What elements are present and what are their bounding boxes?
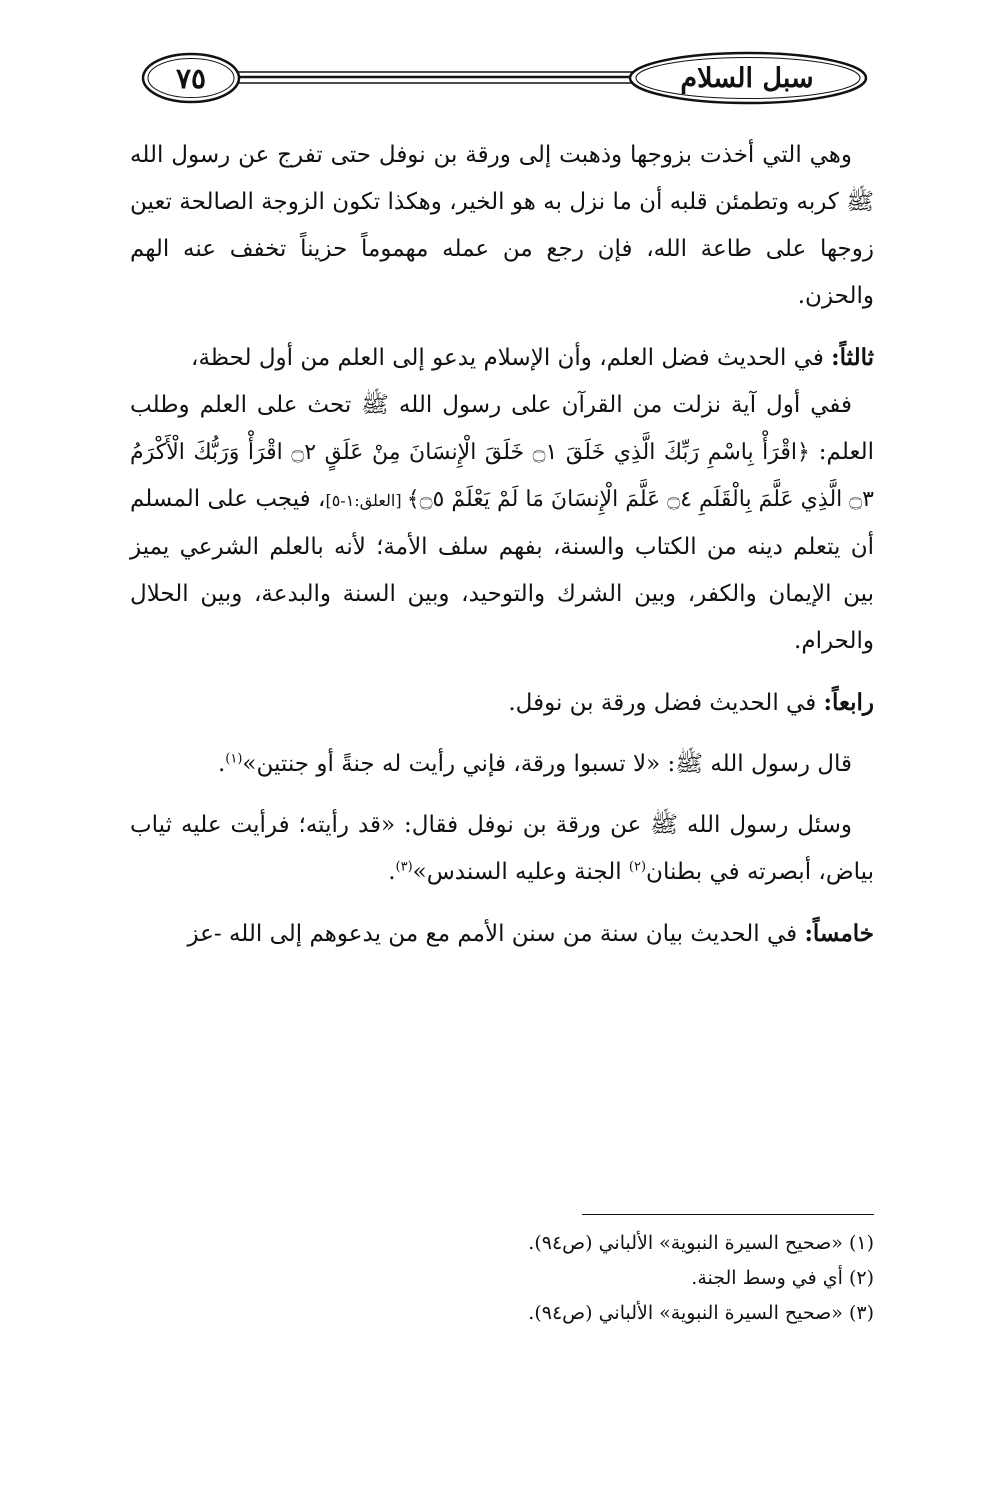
quran-intro-text: ففي أول آية نزلت من القرآن على رسول الله ﷺ تحث على العلم وطلب العلم: (130, 392, 874, 465)
footnote-ref-3: (٣) (395, 859, 413, 875)
point-5-heading: خامساً: (804, 920, 874, 947)
hadith-1-text: قال رسول الله ﷺ: «لا تسبوا ورقة، فإني رأيت له جنةً أو جنتين» (242, 751, 852, 777)
page-header (128, 46, 876, 110)
point-3-text: في الحديث فضل العلم، وأن الإسلام يدعو إلى العلم من أول لحظة، (191, 345, 832, 371)
footnotes (130, 1226, 874, 1331)
paragraph-point-3 (130, 334, 874, 382)
paragraph-point-5 (130, 910, 874, 958)
footnote-ref-2: (٢) (628, 859, 647, 875)
hadith-2-text-cont: الجنة وعليه السندس» (412, 859, 629, 885)
quran-citation: [العلق:١-٥] (325, 491, 407, 510)
footnote-2: (٢) أي في وسط الجنة. (691, 1267, 874, 1289)
paragraph-1: وهي التي أخذت بزوجها وذهبت إلى ورقة بن نوفل حتى تفرج عن رسول الله ﷺ كربه وتطمئن قلبه أن ما نزل به هو الخير، وهكذا تكون الزوجة الصالحة تعين زوجها على طاعة الله، فإن رجع من عمله مهموماً حزيناً تخفف عنه الهم والحزن. (130, 142, 874, 309)
paragraph-hadith-1: قال رسول الله ﷺ: «لا تسبوا ورقة، فإني رأيت له جنةً أو جنتين»$^{(١)}$. (217, 751, 852, 777)
footnote-3: (٣) «صحيح السيرة النبوية» الألباني (ص٩٤). (528, 1302, 874, 1324)
footnote-1: (١) «صحيح السيرة النبوية» الألباني (ص٩٤). (528, 1232, 874, 1254)
page-body (130, 132, 874, 958)
page-number: ٧٥ (175, 61, 207, 95)
quran-followup-text: ، فيجب على المسلم أن يتعلم دينه من الكتاب والسنة، بفهم سلف الأمة؛ لأنه بالعلم الشرعي يميز بين الإيمان والكفر، وبين الشرك والتوحيد، وبين السنة والبدعة، وبين الحلال والحرام. (130, 486, 874, 654)
point-4-heading: رابعاً: (823, 689, 874, 716)
hadith-2-text: وسئل رسول الله ﷺ عن ورقة بن نوفل فقال: «قد رأيته؛ فرأيت عليه ثياب بياض، أبصرته في بطنان (130, 812, 874, 885)
paragraph-point-4 (130, 679, 874, 727)
footnote-ref-1: (١) (225, 751, 243, 767)
point-3-heading: ثالثاً: (831, 344, 874, 371)
footnote-divider (582, 1214, 874, 1215)
point-5-text: في الحديث بيان سنة من سنن الأمم مع من يدعوهم إلى الله -عز (187, 921, 805, 947)
paragraph-hadith-2: وسئل رسول الله ﷺ عن ورقة بن نوفل فقال: «قد رأيته؛ فرأيت عليه ثياب بياض، أبصرته في بطنان$^{(٢)}$ الجنة وعليه السندس»$^{(٣)}$. (130, 812, 874, 885)
point-4-text: في الحديث فضل ورقة بن نوفل. (508, 690, 824, 716)
paragraph-quran-quote (130, 382, 874, 665)
book-title: سبل السلام (680, 62, 814, 94)
quran-verse: ﴿اقْرَأْ بِاسْمِ رَبِّكَ الَّذِي خَلَقَ ۝١ خَلَقَ الْإِنسَانَ مِنْ عَلَقٍ ۝٢ اقْرَأْ وَرَبُّكَ الْأَكْرَمُ ۝٣ الَّذِي عَلَّمَ بِالْقَلَمِ ۝٤ عَلَّمَ الْإِنسَانَ مَا لَمْ يَعْلَمْ ۝٥﴾ (130, 440, 874, 512)
